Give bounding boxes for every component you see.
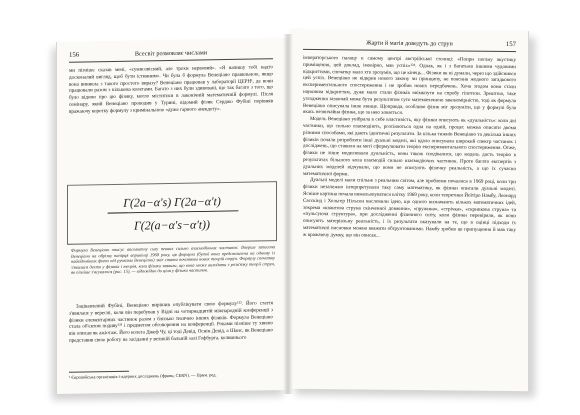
right-page-number: 157 bbox=[505, 41, 516, 49]
left-paragraph-2: Зацікавлений Фубіні, Венеціано вирішив опублікувати свою формулу¹²². Його стаття з'явилася у вересні, коли він перебував у Відні на чотирнадцятій міжнародній конференції з фізики елементарних частинок разом з близько тисячею інших фізиків. Формула Венеціано стала об'єктом подиву¹²³ і предметом обговорення на конференції. Роками пізніше ту хвилю він описав як ажіотаж. Його колега Джеф Чу, ці тоді Девід, Оснін Девід, а Шанс, як Венеціано представив свою роботу на засіданні у великій бальній залі Гофбурга, колишнього bbox=[69, 300, 273, 344]
formula-numerator: Γ(2a−α's) Γ(2a−α't) bbox=[123, 194, 221, 210]
left-body-top bbox=[69, 64, 273, 115]
right-running-title: Жарти й магія доведуть до струн bbox=[366, 39, 453, 48]
left-footnote: ¹ Європейська організація з ядерних досліджень (франц. CERN). — Прим. ред. bbox=[69, 372, 217, 380]
left-page-number: 156 bbox=[69, 51, 80, 59]
formula-fraction-bar bbox=[108, 211, 239, 213]
right-page bbox=[289, 29, 529, 392]
left-paragraph-1: ми пізніше сказав мені, «сумнозвісний, але трохи нервовий». «Я напишу тобі надто досконалий вигляд, щоб бути істинним». Чи була б формула Венеціано правильною, якщо вона виникла з такого простого виразу? Венеціано працював у лабораторії ЦЕРН¹, де вони працювали разом з кількома колегами. Багато з них були здивовані, що так багато з того, що було відомо про цю фізику, могло міститися в лаконічній математичній формулі. Після семінару, який Венеціано проводив у Турині, відомий фізик Серджо Фубіні порівняв вражаючу коротку формулу з кримінальною «дуже гарного анекдоту». bbox=[69, 64, 273, 115]
right-running-head bbox=[303, 39, 516, 52]
formula-figure bbox=[67, 181, 277, 245]
formula-handwriting bbox=[68, 182, 276, 244]
footnote-separator bbox=[69, 371, 129, 373]
right-paragraph-1: імператорського палацу в самому центрі австрійської столиці: «Попри погану акустику приміщення, цей доклад, імовірно, мав успіх»¹²⁴. Однак, як і з багатьма іншими чудовими відкриттями, спочатку мало хто зрозумів, що це кінець... Фізики як ні думали, через що здійснився цей успіх. Венеціано не відкрив нового закону чи принципу, не пояснив жодного загадкового експериментального спостереження і не зробив нових передбачень. Хоча згодом вони стали науковим відкриттям, дуже мало стали фізиків ввімкнути на спробу гіпотези. Зрештою, таке узгодження зазвичай може бути результатом суто математичною закономірністю, тоді як формула Венеціано описувала інше явище. Щоправда, особливо фізик міг зрозуміти, що у формулі була якась незвичайна фізика, що за нею ховається. bbox=[303, 54, 516, 117]
left-running-title: Всесвіт розмовляє числами bbox=[134, 49, 208, 58]
right-paragraph-2: Модель Венеціано увібрала в себе властивість, яку фізики описують як «дуальність»: коли дві частинки, що сильно взаємодіють, розсіюються одна на одній, процес можна описати двома різними способами, які дають ідентичні результати. За кілька тижнів Венеціано та декілька інших фізиків почали розробляти інші дуальні моделі, які вдало описували широкий спектр частинок і досліджень, що ставили на меті сформулювати теорію експериментального спостереження. Отже, фізики не лише моделювали дуальність, вони також сподівалися, що модель дасть теорію в результатах більшого кола взаємодій сильно взаємодіючих частинок. Проте багато експертів з дуальних моделей відчували, що вони не описують фізичну реальність, а що їх сучасно математичної форми. bbox=[303, 116, 516, 177]
right-body bbox=[303, 55, 516, 241]
formula-denominator: Γ(2(a−α's−α't)) bbox=[134, 217, 210, 233]
right-paragraph-3: Дуальні моделі мали спільне з реальним світом, але проблеми почалися в 1969 році, коли три фізики незалежно інтерпретували таку саму математику, як фізики описали дуальні моделі. Ясніше картина почала вимальовуватися влітку 1969 року, коли теоретики Йоїтіро Намбу, Леонард Сасскінд і Хольгер Нільсен висловили ідею, що одного визначають кількох математичних ідей, зокрема «квантова струна скінченної довжини», «пружина», «стрічка», «скрипкова струна» та «пульсуюча структура», при дослідженні фізичного світу, коли фізики перевіряли, як вони описують матеріальну реальність, і їх результати вказували на те, що в оцінці підходи їх математичні висновки можна вважати обґрунтованими. Намбу зробив це припущення й мав таку ж вражаючу думку, що він описав... bbox=[303, 177, 516, 239]
figure-caption: Формула Венеціано описує апсолютну силу певних сильно взаємодіючих частинок. Вперше записана Венеціано на обрізку папірця вприкінці 1968 року, ця формула (бутої вона представлена на одному із найвідоміших фото під ручками Венеціано) зміг стати початком нових теорій струн. Формулу спочатку з'явилися дехто у фізиків і теорія, коли фізики заявили, що вона може виходити з розв'язку теорії струн, як пізніше з'ясувалося (рис. 15), — відповідно до ціни у фізики частинок. bbox=[71, 244, 275, 275]
left-running-head bbox=[69, 48, 273, 63]
left-body-bottom bbox=[69, 300, 273, 344]
left-page bbox=[56, 38, 287, 394]
